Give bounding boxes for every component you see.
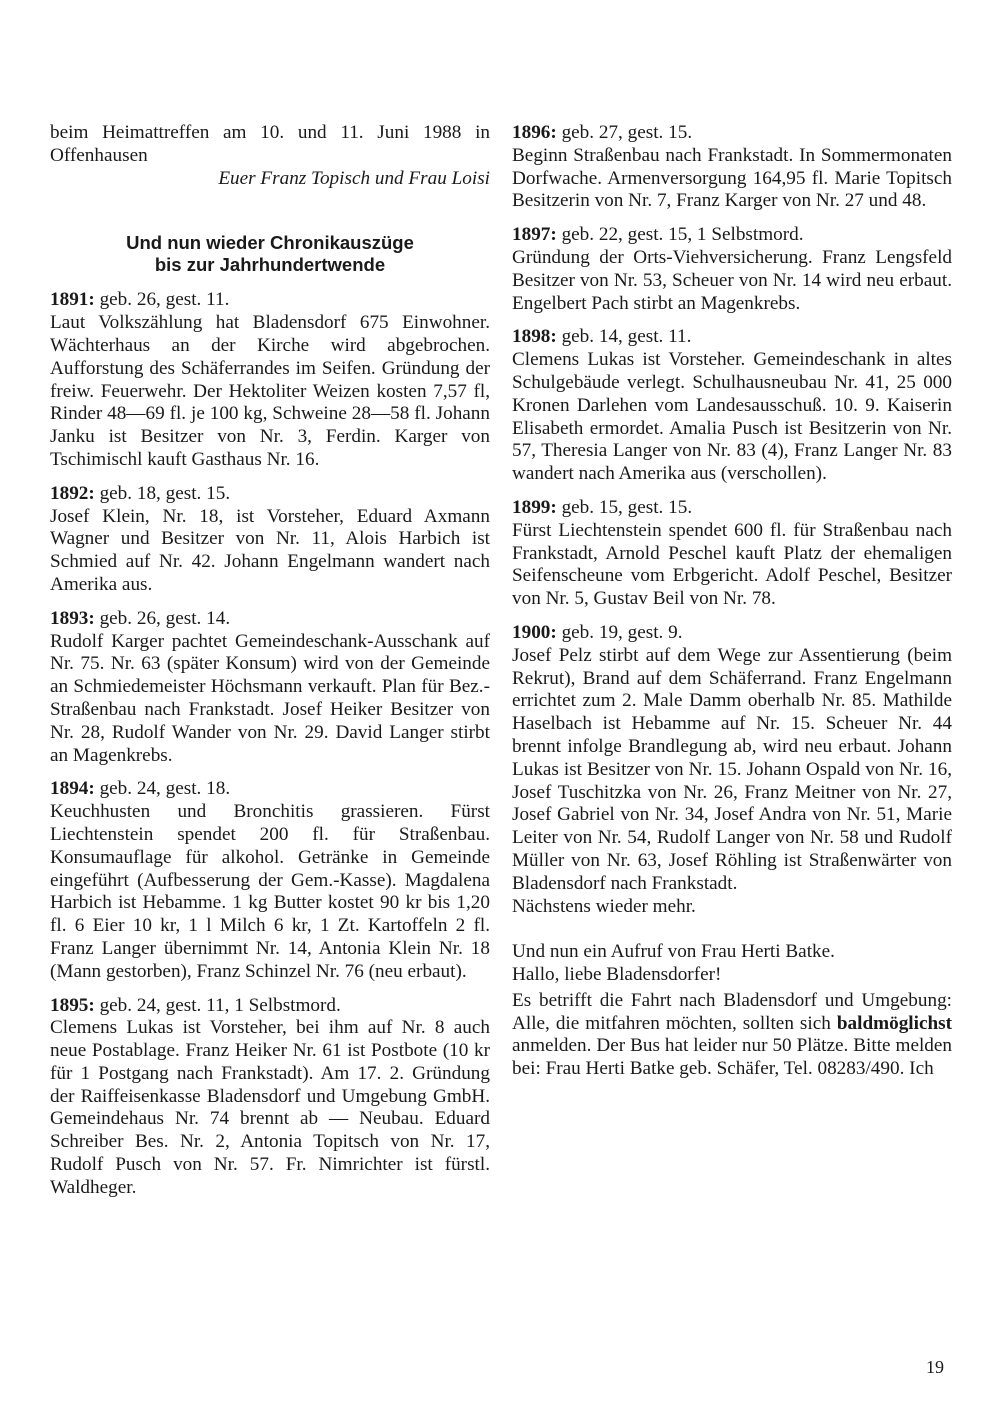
intro-line: beim Heimattreffen am 10. und 11. Juni 1988 in Offenhausen bbox=[50, 122, 490, 166]
chronicle-entry-1895 bbox=[50, 995, 490, 1200]
entry-stats: geb. 24, gest. 18. bbox=[99, 778, 231, 800]
section-heading bbox=[50, 232, 490, 276]
entry-text: Josef Klein, Nr. 18, ist Vorsteher, Eduard Axmann Wagner und Besitzer von Nr. 11, Alois Harbich ist Schmied auf Nr. 42. Johann Engelmann wandert nach Amerika aus. bbox=[50, 505, 490, 595]
closing-line: Nächstens wieder mehr. bbox=[512, 895, 696, 917]
appeal-intro: Und nun ein Aufruf von Frau Herti Batke. bbox=[512, 941, 835, 963]
appeal-emphasis: baldmöglichst bbox=[836, 1012, 953, 1034]
entry-year: 1898: bbox=[512, 326, 557, 348]
chronicle-entry-1896 bbox=[512, 122, 952, 213]
right-column bbox=[512, 122, 952, 1081]
section-heading-line-1: Und nun wieder Chronikauszüge bbox=[126, 232, 414, 254]
intro-signature: Euer Franz Topisch und Frau Loisi bbox=[218, 167, 490, 189]
entry-stats: geb. 24, gest. 11, 1 Selbstmord. bbox=[99, 994, 341, 1016]
entry-text: Rudolf Karger pachtet Gemeindeschank-Ausschank auf Nr. 75. Nr. 63 (später Konsum) wird von der Gemeinde an Schmiedemeister Höchsmann verkauft. Plan für Bez.-Straßenbau nach Frankstadt. Josef Heiker Besitzer von Nr. 28, Rudolf Wander von Nr. 29. David Langer stirbt an Magenkrebs. bbox=[50, 630, 490, 766]
entry-stats: geb. 19, gest. 9. bbox=[561, 621, 683, 643]
entry-stats: geb. 27, gest. 15. bbox=[561, 122, 693, 143]
entry-stats: geb. 18, gest. 15. bbox=[99, 482, 231, 504]
entry-year: 1897: bbox=[512, 224, 557, 246]
entry-text: Beginn Straßenbau nach Frankstadt. In Sommermonaten Dorfwache. Armenversorgung 164,95 fl. Marie Topitsch Besitzerin von Nr. 7, Franz Karger von Nr. 27 und 48. bbox=[512, 144, 952, 212]
entry-year: 1894: bbox=[50, 778, 95, 800]
chronicle-entry-1892 bbox=[50, 483, 490, 597]
entry-year: 1895: bbox=[50, 994, 95, 1016]
chronicle-entry-1894 bbox=[50, 778, 490, 983]
entry-year: 1893: bbox=[50, 607, 95, 629]
entry-year: 1896: bbox=[512, 122, 557, 143]
entry-stats: geb. 22, gest. 15, 1 Selbstmord. bbox=[561, 224, 804, 246]
chronicle-entry-1893 bbox=[50, 608, 490, 768]
chronicle-entry-1897 bbox=[512, 224, 952, 315]
chronicle-entry-1891 bbox=[50, 289, 490, 471]
left-column bbox=[50, 122, 490, 1211]
entry-stats: geb. 14, gest. 11. bbox=[561, 326, 692, 348]
entry-text: Josef Pelz stirbt auf dem Wege zur Assentierung (beim Rekrut), Brand auf dem Schäferrand. Franz Engelmann errichtet zum 2. Male Damm oberhalb Nr. 85. Mathilde Haselbach ist Hebamme auf Nr. 15. Scheuer Nr. 44 brennt infolge Brandlegung ab, wird neu erbaut. Johann Lukas ist Besitzer von Nr. 15. Johann Ospald von Nr. 16, Josef Tuschitzka von Nr. 26, Franz Meitner von Nr. 27, Josef Gabriel von Nr. 34, Josef Andra von Nr. 51, Marie Leiter von Nr. 54, Rudolf Langer von Nr. 58 und Rudolf Müller von Nr. 63, Josef Röhling ist Straßenwärter von Bladensdorf nach Frankstadt. bbox=[512, 644, 952, 894]
appeal-greeting: Hallo, liebe Bladensdorfer! bbox=[512, 964, 722, 986]
appeal-text-after: anmelden. Der Bus hat leider nur 50 Plätze. Bitte melden bei: Frau Herti Batke geb. Schäfer, Tel. 08283/490. Ich bbox=[512, 1035, 952, 1080]
entry-year: 1900: bbox=[512, 621, 557, 643]
entry-text: Keuchhusten und Bronchitis grassieren. Fürst Liechtenstein spendet 200 fl. für Straßenbau. Konsumauflage für alkohol. Getränke in Gemeinde eingeführt (Aufbesserung der Gem.-Kasse). Magdalena Harbich ist Hebamme. 1 kg Butter kostet 90 kr bis 1,20 fl. 6 Eier 10 kr, 1 l Milch 6 kr, 1 Zt. Kartoffeln 2 fl. Franz Langer übernimmt Nr. 14, Antonia Klein Nr. 18 (Mann gestorben), Franz Schinzel Nr. 76 (neu erbaut). bbox=[50, 801, 490, 982]
entry-year: 1892: bbox=[50, 482, 95, 504]
chronicle-entry-1899 bbox=[512, 497, 952, 611]
entry-stats: geb. 26, gest. 14. bbox=[99, 607, 231, 629]
chronicle-entry-1898 bbox=[512, 326, 952, 486]
appeal-text bbox=[512, 990, 952, 1081]
entry-text: Fürst Liechtenstein spendet 600 fl. für Straßenbau nach Frankstadt, Arnold Peschel kauft Platz der ehemaligen Seifenscheune vom Erbgericht. Adolf Peschel, Besitzer von Nr. 5, Gustav Beil von Nr. 78. bbox=[512, 519, 952, 610]
entry-text: Gründung der Orts-Viehversicherung. Franz Lengsfeld Besitzer von Nr. 53, Scheuer von Nr. 14 wird neu erbaut. Engelbert Pach stirbt an Magenkrebs. bbox=[512, 246, 952, 314]
entry-stats: geb. 26, gest. 11. bbox=[99, 289, 230, 311]
appeal-text-before: Es betrifft die Fahrt nach Bladensdorf und Umgebung: Alle, die mitfahren möchten, sollten sich bbox=[512, 989, 952, 1034]
entry-stats: geb. 15, gest. 15. bbox=[561, 496, 693, 518]
entry-year: 1899: bbox=[512, 496, 557, 518]
section-heading-line-2: bis zur Jahrhundertwende bbox=[154, 254, 386, 276]
entry-year: 1891: bbox=[50, 289, 95, 311]
entry-text: Laut Volkszählung hat Bladensdorf 675 Einwohner. Wächterhaus an der Kirche wird abgebrochen. Aufforstung des Schäferrandes im Seifen. Gründung der freiw. Feuerwehr. Der Hektoliter Weizen kosten 7,57 fl, Rinder 48—69 fl. je 100 kg, Schweine 28—58 fl. Johann Janku ist Besitzer von Nr. 3, Ferdin. Karger von Tschimischl kauft Gasthaus Nr. 16. bbox=[50, 312, 490, 470]
entry-text: Clemens Lukas ist Vorsteher. Gemeindeschank in altes Schulgebäude verlegt. Schulhausneubau Nr. 41, 25 000 Kronen Darlehen vom Landesausschuß. 10. 9. Kaiserin Elisabeth ermordet. Amalia Pusch ist Besitzerin von Nr. 57, Theresia Langer von Nr. 83 (4), Franz Langer Nr. 83 wandert nach Amerika aus (verschollen). bbox=[512, 349, 952, 485]
page-number: 19 bbox=[926, 1357, 944, 1377]
chronicle-entry-1900 bbox=[512, 622, 952, 896]
entry-text: Clemens Lukas ist Vorsteher, bei ihm auf Nr. 8 auch neue Postablage. Franz Heiker Nr. 61 ist Postbote (10 kr für 1 Postgang nach Frankstadt). Am 17. 2. Gründung der Raiffeisenkasse Bladensdorf und Umgebung GmbH. Gemeindehaus Nr. 74 brennt ab — Neubau. Eduard Schreiber Bes. Nr. 2, Antonia Topitsch von Nr. 17, Rudolf Pusch von Nr. 57. Fr. Nimrichter ist fürstl. Waldheger. bbox=[50, 1017, 490, 1198]
